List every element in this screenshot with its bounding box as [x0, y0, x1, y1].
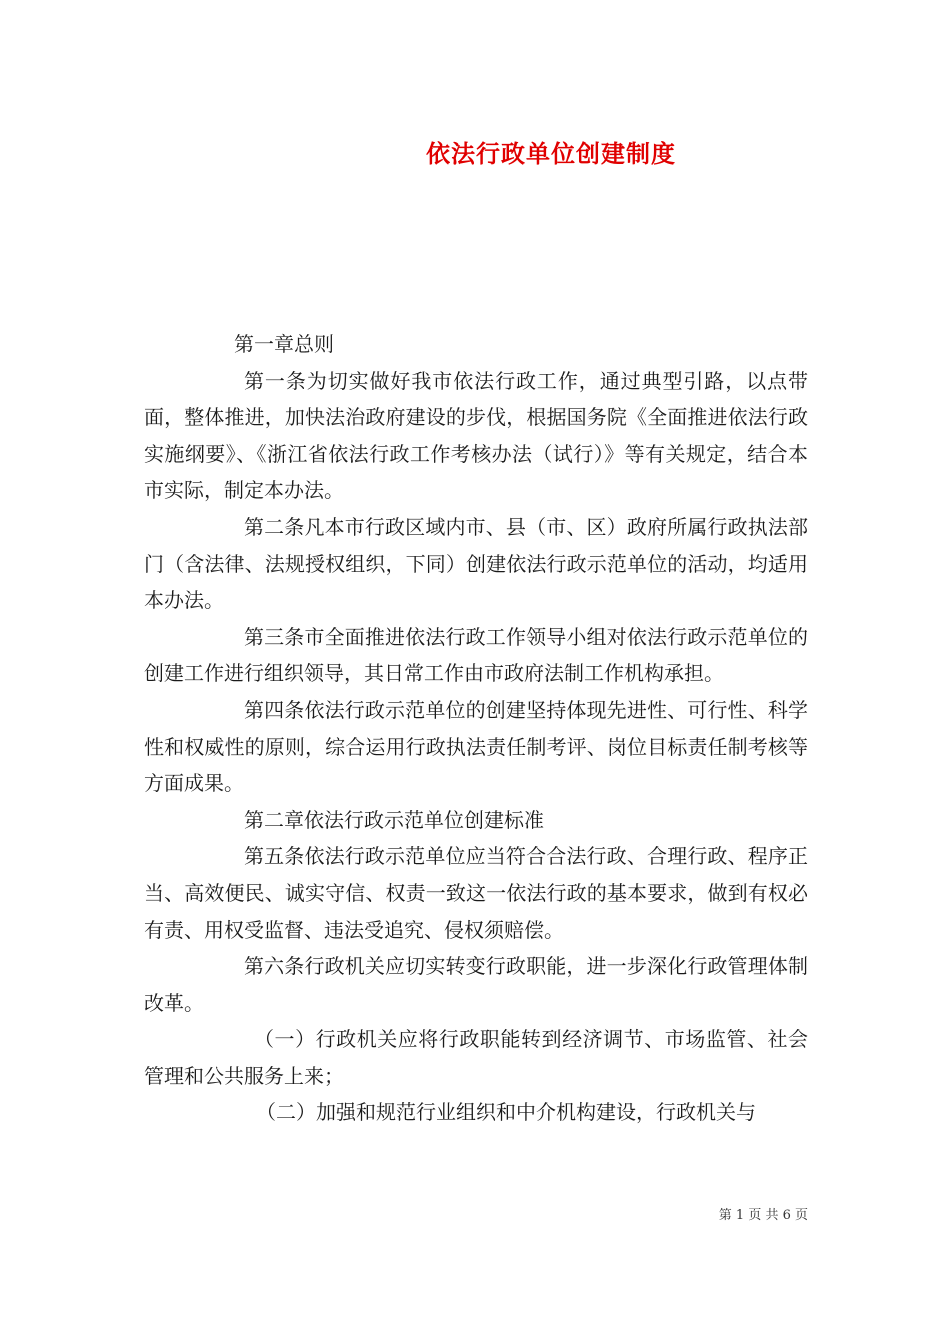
article-paragraph: 第一条为切实做好我市依法行政工作，通过典型引路，以点带面，整体推进，加快法治政府建设的步伐，根据国务院《全面推进依法行政实施纲要》、《浙江省依法行政工作考核办法（试行）》等有关规定，结合本市实际，制定本办法。	[144, 368, 808, 503]
list-item: （二）加强和规范行业组织和中介机构建设，行政机关与	[256, 1100, 756, 1125]
article-paragraph: 第四条依法行政示范单位的创建坚持体现先进性、可行性、科学性和权威性的原则，综合运用行政执法责任制考评、岗位目标责任制考核等方面成果。	[144, 697, 808, 796]
article-paragraph: 第五条依法行政示范单位应当符合合法行政、合理行政、程序正当、高效便民、诚实守信、权责一致这一依法行政的基本要求，做到有权必有责、用权受监督、违法受追究、侵权须赔偿。	[144, 844, 808, 942]
page-number: 第 1 页 共 6 页	[718, 1208, 808, 1223]
list-item: （一）行政机关应将行政职能转到经济调节、市场监管、社会管理和公共服务上来；	[144, 1027, 808, 1088]
article-paragraph: 第二条凡本市行政区域内市、县（市、区）政府所属行政执法部门（含法律、法规授权组织，下同）创建依法行政示范单位的活动，均适用本办法。	[144, 514, 808, 613]
article-paragraph: 第六条行政机关应切实转变行政职能，进一步深化行政管理体制改革。	[144, 954, 808, 1015]
chapter-heading: 第一章总则	[234, 332, 334, 356]
document-title: 依法行政单位创建制度	[426, 140, 676, 168]
article-paragraph: 第三条市全面推进依法行政工作领导小组对依法行政示范单位的创建工作进行组织领导，其日常工作由市政府法制工作机构承担。	[144, 624, 808, 686]
document-body	[144, 326, 808, 1131]
chapter-heading: 第二章依法行政示范单位创建标准	[244, 807, 544, 832]
